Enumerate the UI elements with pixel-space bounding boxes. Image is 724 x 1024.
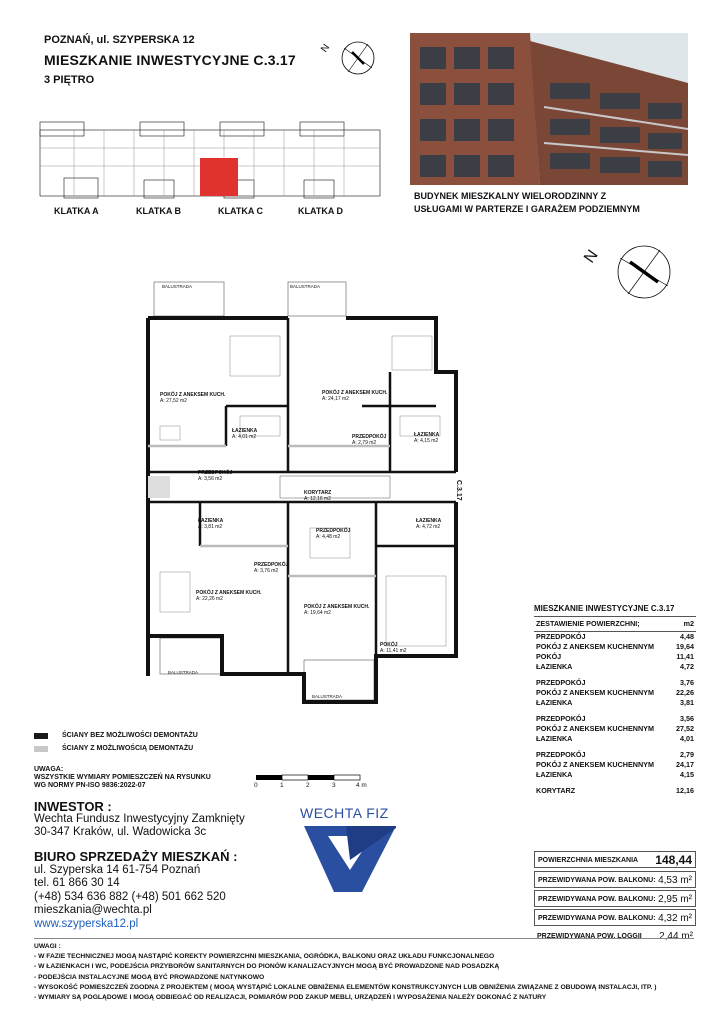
summary-row-name: POKÓJ Z ANEKSEM KUCHENNYM [536,760,654,769]
legend-fixed-walls: ŚCIANY BEZ MOŻLIWOŚCI DEMONTAŻU [34,732,198,739]
summary-row [534,760,696,770]
summary-row-value: 22,26 [676,688,694,697]
room-label: POKÓJ Z ANEKSEM KUCH. A: 27,52 m2 [160,392,226,404]
room-label: PRZEDPOKÓJ A: 4,48 m2 [316,528,351,540]
room-label: POKÓJ Z ANEKSEM KUCH. A: 24,17 m2 [322,390,388,402]
summary-row-name: POKÓJ [536,652,562,661]
balcony-label: BALUSTRADA [312,694,343,699]
project-address: POZNAŃ, ul. SZYPERSKA 12 [44,34,195,46]
summary-row-name: POKÓJ Z ANEKSEM KUCHENNYM [536,724,654,733]
compass-large-n: N [581,247,602,267]
summary-row-name: ŁAZIENKA [536,662,573,671]
summary-row-name: PRZEDPOKÓJ [536,714,586,723]
summary-col-unit: m2 [683,619,694,628]
building-caption-line1: BUDYNEK MIESZKALNY WIELORODZINNY Z [414,191,607,201]
summary-row-value: 3,56 [680,714,694,723]
summary-row-name: POKÓJ Z ANEKSEM KUCHENNYM [536,688,654,697]
summary-row [534,750,696,760]
room-label: ŁAZIENKA A: 3,81 m2 [198,518,224,530]
compass-small-n: N [319,42,333,55]
keyplan-label-d: KLATKA D [298,206,343,216]
loggia-area-row: PRZEWIDYWANA POW. LOGGII 2,44 m² [537,931,693,942]
summary-row-value: 12,16 [676,786,694,795]
summary-row-name: KORYTARZ [536,786,576,795]
balcony-area-row: PRZEWIDYWANA POW. BALKONU: 4,32 m² [534,909,696,926]
summary-row-value: 4,72 [680,662,694,671]
notes-item: - W FAZIE TECHNICZNEJ MOGĄ NASTĄPIĆ KOREKTY POWIERZCHNI MIESZKANIA, OGRÓDKA, BALKONU ORAZ UKŁADU FUNKCJONALNEGO [34,953,495,961]
room-label: PRZEDPOKÓJ A: 3,76 m2 [254,562,289,574]
scale-tick: 3 [332,782,336,789]
summary-row-name: ŁAZIENKA [536,770,573,779]
korytarz-label: KORYTARZ A: 12,16 m2 [304,490,332,502]
measurement-note: UWAGA: WSZYSTKIE WYMIARY POMIESZCZEŃ NA RYSUNKU WG NORMY PN-ISO 9836:2022-07 [34,766,211,789]
notes-item: - PODEJŚCIA INSTALACYJNE MOGĄ BYĆ PROWADZONE NATYNKOWO [34,973,265,981]
room-label: ŁAZIENKA A: 4,72 m2 [416,518,442,530]
summary-row [534,770,696,780]
summary-row [534,734,696,744]
sales-heading: BIURO SPRZEDAŻY MIESZKAŃ : [34,849,238,864]
investor-block [34,800,245,839]
notes-item: - WYMIARY SĄ POGLĄDOWE I MOGĄ ODBIEGAĆ OD REALIZACJI, POMIARÓW POD ZAKUP MEBLI, URZĄDZEŃ I WYPOSAŻENIA NALEŻY DOKONAĆ Z NATURY [34,994,547,1002]
balcony-area-row: PRZEWIDYWANA POW. BALKONU: 4,53 m² [534,871,696,888]
sales-email[interactable]: mieszkania@wechta.pl [34,904,152,916]
scale-tick: 0 [254,782,258,789]
room-label: ŁAZIENKA A: 4,15 m2 [414,432,440,444]
keyplan-label-a: KLATKA A [54,206,99,216]
summary-row-name: PRZEDPOKÓJ [536,750,586,759]
floor-label: 3 PIĘTRO [44,74,95,86]
notes-title: UWAGI : [34,943,61,950]
room-label: ŁAZIENKA A: 4,01 m2 [232,428,258,440]
building-render-image [410,33,688,185]
summary-row [534,678,696,688]
building-caption [414,190,640,216]
summary-row-value: 4,01 [680,734,694,743]
notes-item: - WYSOKOŚĆ POMIESZCZEŃ ZGODNA Z PROJEKTEM ( MOGĄ WYSTĄPIĆ LOKALNE OBNIŻENIA ELEMENTÓW KONSTRUKCYJNYCH LUB OBNIŻENIA ZWIĄZANE Z OBUDOWĄ INSTALACJI, ITP. ) [34,983,657,991]
summary-row [534,724,696,734]
sales-phone: tel. 61 866 30 14 [34,877,120,889]
sales-mobile: (+48) 534 636 882 (+48) 501 662 520 [34,890,226,903]
summary-row-name: ŁAZIENKA [536,734,573,743]
summary-row [534,786,696,796]
summary-row-value: 3,76 [680,678,694,687]
summary-row-name: POKÓJ Z ANEKSEM KUCHENNYM [536,642,654,651]
balcony-area-row: PRZEWIDYWANA POW. BALKONU: 2,95 m² [534,890,696,907]
keyplan-label-c: KLATKA C [218,206,263,216]
summary-row [534,698,696,708]
summary-row-value: 4,15 [680,770,694,779]
room-label: POKÓJ A: 11,41 m2 [380,642,407,654]
summary-row-name: PRZEDPOKÓJ [536,678,586,687]
summary-row-value: 2,79 [680,750,694,759]
company-logo [300,824,400,894]
sales-address: ul. Szyperska 14 61-754 Poznań [34,863,201,876]
summary-row-value: 19,64 [676,642,694,651]
legend-swatch-removable [34,746,48,752]
investor-name: Wechta Fundusz Inwestycyjny Zamknięty [34,813,245,825]
sales-block [34,850,237,931]
scale-tick: 1 [280,782,284,789]
area-summary-table [534,604,696,796]
scale-tick: 2 [306,782,310,789]
summary-title: MIESZKANIE INWESTYCYJNE C.3.17 [534,604,675,613]
keyplan-label-b: KLATKA B [136,206,181,216]
summary-row [534,642,696,652]
summary-row-name: PRZEDPOKÓJ [536,632,586,641]
summary-row-value: 3,81 [680,698,694,707]
company-logo-text: WECHTA FIZ [300,805,389,821]
summary-row [534,632,696,642]
section-mark: C.3.17 [455,480,462,501]
total-area-row: POWIERZCHNIA MIESZKANIA 148,44 [534,851,696,868]
summary-row-value: 4,48 [680,632,694,641]
sales-website-link[interactable]: www.szyperska12.pl [34,917,139,930]
building-caption-line2: USŁUGAMI W PARTERZE I GARAŻEM PODZIEMNYM [414,204,640,214]
summary-row [534,688,696,698]
investor-address: 30-347 Kraków, ul. Wadowicka 3c [34,826,207,838]
summary-row-name: ŁAZIENKA [536,698,573,707]
summary-row [534,714,696,724]
notes-item: - W ŁAZIENKACH I WC, PODEJŚCIA PRZYBORÓW SANITARNYCH DO PIONÓW KANALIZACYJNYCH MOGĄ BYĆ PROWADZONE NAD POSADZKĄ [34,963,500,971]
summary-row-value: 27,52 [676,724,694,733]
key-plan [34,118,384,204]
legend-removable-walls: ŚCIANY Z MOŻLIWOŚCIĄ DEMONTAŻU [34,745,193,752]
summary-row [534,652,696,662]
summary-col-head: ZESTAWIENIE POWIERZCHNI; [536,619,640,628]
room-label: POKÓJ Z ANEKSEM KUCH. A: 19,64 m2 [304,604,370,616]
room-label: PRZEDPOKÓJ A: 2,79 m2 [352,434,387,446]
investor-heading: INWESTOR : [34,799,112,814]
notes-block [34,938,694,1003]
scale-tick: 4 m [356,782,367,789]
keyplan-highlight [200,158,238,196]
page-title: MIESZKANIE INWESTYCYJNE C.3.17 [44,52,296,68]
balcony-label: BALUSTRADA [168,670,199,675]
summary-row-value: 11,41 [676,652,694,661]
scale-bar [254,774,366,782]
legend-swatch-fixed [34,733,48,739]
summary-row [534,662,696,672]
balcony-label: BALUSTRADA [162,284,193,289]
compass-large-icon [586,236,686,306]
room-label: POKÓJ Z ANEKSEM KUCH. A: 22,26 m2 [196,590,262,602]
compass-small-icon [322,38,378,78]
summary-row-value: 24,17 [676,760,694,769]
room-label: PRZEDPOKÓJ A: 3,56 m2 [198,470,233,482]
balcony-label: BALUSTRADA [290,284,321,289]
